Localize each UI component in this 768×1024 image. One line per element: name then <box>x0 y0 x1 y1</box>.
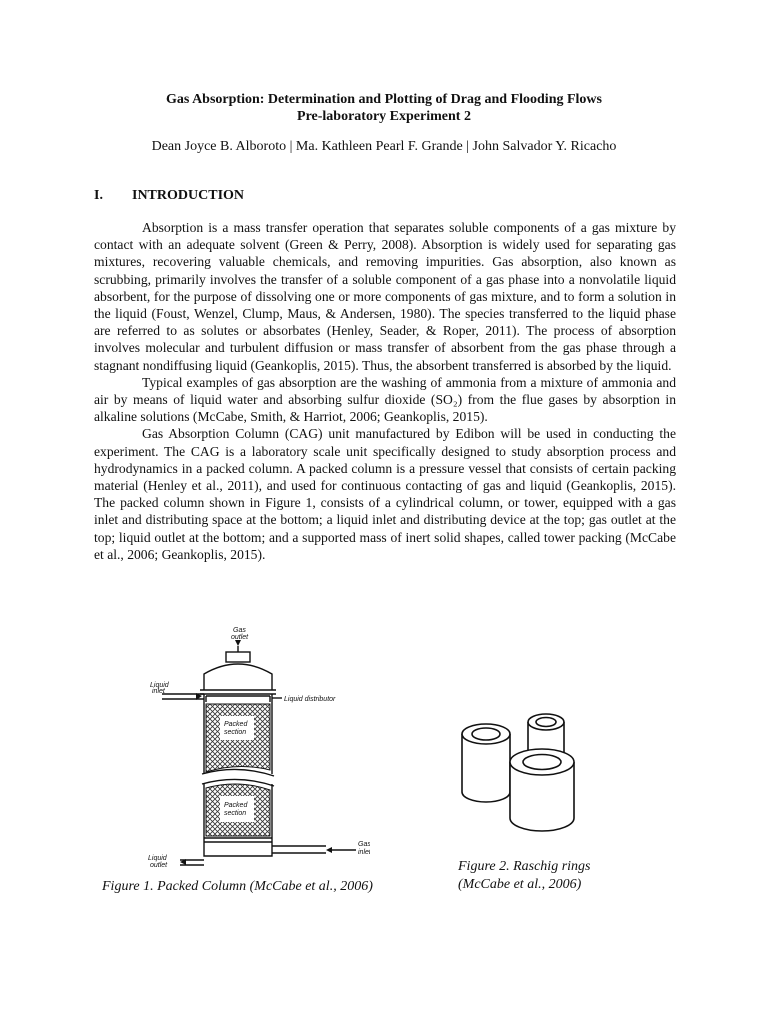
paper-title: Gas Absorption: Determination and Plotting of Drag and Flooding Flows <box>166 92 602 107</box>
introduction-body <box>94 219 676 563</box>
label-liquid-inlet-2: inlet <box>152 688 165 695</box>
paragraph-3: Gas Absorption Column (CAG) unit manufactured by Edibon will be used in conducting the experiment. The CAG is a laboratory scale unit specifically designed to study absorption process and hydrodynamics in a packed column. A packed column is a pressure vessel that consists of certain packing material (Henley et al., 2011), and used for continuous contacting of gas and liquid (Geankoplis, 2015). The packed column shown in Figure 1, consists of a cylindrical column, or tower, equipped with a gas inlet and distributing space at the bottom; a liquid inlet and distributing device at the top; gas outlet at the top; liquid outlet at the bottom; and a supported mass of inert solid shapes, called tower packing (McCabe et al., 2006; Geankoplis, 2015). <box>94 426 676 562</box>
label-gas-outlet-2: outlet <box>231 634 249 641</box>
label-gas-inlet: Gas <box>358 841 370 848</box>
raschig-rings-drawing <box>458 700 598 840</box>
label-gas-outlet: Gas <box>233 627 246 634</box>
packed-column-diagram <box>140 624 370 870</box>
figure-2-caption <box>458 858 628 894</box>
figure-1-packed-column <box>140 624 370 870</box>
paragraph-1: Absorption is a mass transfer operation that separates soluble components of a gas mixture by contact with an adequate solvent (Green & Perry, 2008). Absorption is widely used for separating gas mixtures, recovering valuable chemicals, and removing impurities. Gas absorption, also known as scrubbing, primarily involves the transfer of a soluble component of a gas phase into a nonvolatile liquid absorbent, for the purpose of dissolving one or more components of gas mixture, and to form a solution in the liquid (Foust, Wenzel, Clump, Maus, & Andersen, 1980). The species transferred to the liquid phase are referred to as solutes or absorbates (Henley, Seader, & Roper, 2011). The process of absorption involves molecular and turbulent diffusion or mass transfer of absorbent from the gas phase through a stagnant nondiffusing liquid (Geankoplis, 2015). Thus, the absorbent transferred is absorbed by the liquid. <box>94 220 676 373</box>
figure-2-caption-line-2: (McCabe et al., 2006) <box>458 877 582 892</box>
author-list: Dean Joyce B. Alboroto | Ma. Kathleen Pearl F. Grande | John Salvador Y. Ricacho <box>151 139 617 154</box>
figure-2-caption-line-1: Figure 2. Raschig rings <box>458 859 591 874</box>
label-liquid-outlet-2: outlet <box>150 862 168 869</box>
paper-subtitle: Pre-laboratory Experiment 2 <box>297 109 471 124</box>
label-packed-section-upper: Packed <box>224 721 248 728</box>
label-liquid-inlet: Liquid <box>150 682 169 689</box>
section-number: I. <box>94 188 103 203</box>
label-packed-section-upper-2: section <box>224 729 247 736</box>
paragraph-2: Typical examples of gas absorption are the washing of ammonia from a mixture of ammonia and air by means of liquid water and absorbing sulfur dioxide (SO₂) from the flue gases by absorption in alkaline solutions (McCabe, Smith, & Harriot, 2006; Geankoplis, 2015). <box>94 374 676 425</box>
figure-2-raschig-rings <box>458 700 598 840</box>
section-heading <box>94 188 244 204</box>
label-packed-section-lower-2: section <box>224 810 247 817</box>
label-liquid-distributor: Liquid distributor <box>284 696 336 703</box>
label-gas-inlet-2: inlet <box>358 849 370 856</box>
figure-1-caption: Figure 1. Packed Column (McCabe et al., 2006) <box>102 879 373 894</box>
label-packed-section-lower: Packed <box>224 802 248 809</box>
section-title: INTRODUCTION <box>132 188 245 203</box>
label-liquid-outlet: Liquid <box>148 855 167 862</box>
